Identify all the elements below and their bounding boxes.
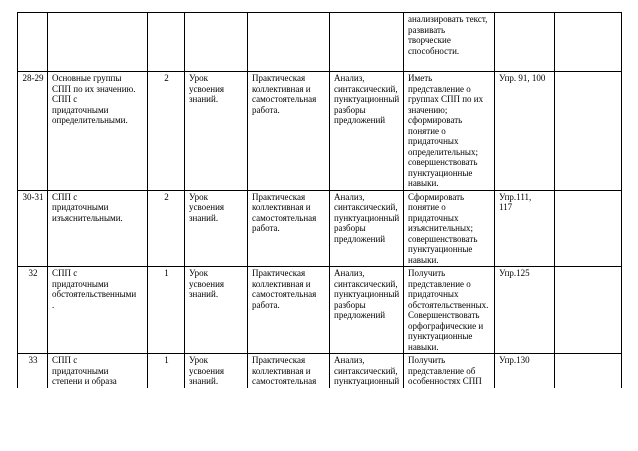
hours-cell — [148, 13, 185, 72]
analysis-cell — [330, 13, 404, 72]
cell-text-line: группах СПП по их — [408, 94, 484, 104]
analysis-cell — [330, 190, 404, 267]
cell-text-line: предложений — [334, 233, 386, 244]
cell-text-line: СПП с — [52, 191, 78, 202]
cell-text-line: определительными. — [52, 115, 128, 125]
cell-text-line: знаний. — [189, 94, 219, 104]
analysis-cell — [330, 72, 404, 191]
lesson-number-cell — [18, 72, 48, 191]
extra-cell — [555, 190, 622, 267]
cell-text-line: Практическая — [252, 268, 306, 278]
table-row — [18, 267, 622, 354]
cell-text-line: Сформировать — [408, 191, 465, 202]
cell-text-line: коллективная и — [252, 202, 311, 212]
lesson-type-cell — [185, 190, 248, 267]
cell-text-line: СПП с — [52, 355, 78, 365]
hours-cell — [148, 354, 185, 389]
cell-text-line: Урок — [189, 268, 208, 278]
cell-text-line: 117 — [499, 202, 513, 212]
cell-text: 1 — [164, 355, 169, 365]
cell-text-line: определительных; — [408, 146, 478, 157]
cell-text-line: сформировать — [408, 115, 463, 125]
cell-text: 1 — [164, 268, 169, 278]
cell-text-line: представление о — [408, 83, 471, 94]
cell-text-line: придаточными — [52, 278, 109, 289]
table-row — [18, 190, 622, 267]
lesson-plan-table — [17, 12, 622, 388]
table-row — [18, 13, 622, 72]
cell-text-line: пунктуационные — [408, 167, 473, 178]
homework-cell — [495, 267, 555, 354]
cell-text-line: придаточными — [52, 365, 109, 376]
lesson-type-cell — [185, 267, 248, 354]
cell-text-line: совершенствовать — [408, 233, 478, 244]
goals-cell — [404, 267, 495, 354]
goals-cell — [404, 72, 495, 191]
cell-text-line: развивать — [408, 24, 446, 35]
analysis-cell — [330, 267, 404, 354]
work-form-cell — [248, 354, 330, 389]
hours-cell — [148, 72, 185, 191]
cell-text-line: пунктуационные — [408, 244, 473, 254]
table-row — [18, 354, 622, 389]
cell-text-line: предложений — [334, 310, 386, 320]
cell-text: 33 — [28, 355, 38, 365]
cell-text-line: обстоятельственными — [52, 289, 137, 299]
cell-text-line: особенностях СПП — [408, 376, 482, 386]
cell-text-line: понятие о — [408, 202, 446, 212]
cell-text-line: синтаксический, — [334, 365, 398, 376]
extra-cell — [555, 354, 622, 389]
cell-text-line: Получить — [408, 268, 446, 278]
cell-text-line: самостоятельная — [252, 376, 317, 386]
goals-cell — [404, 190, 495, 267]
goals-cell — [404, 354, 495, 389]
extra-cell — [555, 72, 622, 191]
cell-text-line: Практическая — [252, 191, 306, 202]
cell-text-line: СПП по их значению. — [52, 83, 136, 94]
cell-text-line: степени и образа — [52, 376, 117, 386]
cell-text-line: работа. — [252, 223, 280, 233]
analysis-cell — [330, 354, 404, 389]
lesson-type-cell — [185, 354, 248, 389]
cell-text-line: Урок — [189, 73, 208, 83]
cell-text-line: Урок — [189, 191, 208, 202]
cell-text-line: разборы — [334, 223, 366, 233]
cell-text-line: обстоятельственных. — [408, 299, 489, 310]
cell-text-line: разборы — [334, 104, 366, 115]
cell-text-line: совершенствовать — [408, 157, 478, 167]
cell-text-line: Практическая — [252, 73, 306, 83]
cell-text-line: пунктуационный — [334, 376, 400, 386]
cell-text-line: Анализ, — [334, 191, 365, 202]
cell-text-line: Упр.125 — [499, 268, 530, 278]
cell-text-line: усвоения — [189, 83, 225, 94]
cell-text-line: придаточных — [408, 289, 459, 299]
cell-text-line: знаний. — [189, 376, 219, 386]
cell-text-line: СПП с — [52, 94, 78, 104]
lesson-number-cell — [18, 354, 48, 389]
cell-text-line: Упр.111, — [499, 191, 532, 202]
cell-text-line: придаточных — [408, 136, 459, 146]
homework-cell — [495, 354, 555, 389]
topic-cell — [48, 190, 148, 267]
lesson-number-cell — [18, 267, 48, 354]
cell-text-line: коллективная и — [252, 278, 311, 289]
cell-text-line: пунктуационные — [408, 331, 473, 341]
cell-text-line: Получить — [408, 355, 446, 365]
topic-cell — [48, 72, 148, 191]
cell-text-line: Практическая — [252, 355, 306, 365]
cell-text-line: изъяснительными. — [52, 212, 123, 223]
work-form-cell — [248, 13, 330, 72]
hours-cell — [148, 267, 185, 354]
cell-text-line: Упр.130 — [499, 355, 530, 365]
homework-cell — [495, 72, 555, 191]
cell-text-line: Упр. 91, 100 — [499, 73, 546, 83]
cell-text-line: коллективная и — [252, 365, 311, 376]
cell-text-line: . — [52, 299, 55, 310]
cell-text-line: Урок — [189, 355, 208, 365]
cell-text-line: придаточными — [52, 104, 109, 115]
hours-cell — [148, 190, 185, 267]
cell-text-line: представление о — [408, 278, 471, 289]
cell-text-line: коллективная и — [252, 83, 311, 94]
cell-text-line: навыки. — [408, 341, 439, 352]
cell-text-line: представление об — [408, 365, 476, 376]
cell-text-line: пунктуационный — [334, 289, 400, 299]
cell-text-line: самостоятельная — [252, 212, 317, 223]
topic-cell — [48, 13, 148, 72]
cell-text-line: Анализ, — [334, 73, 365, 83]
cell-text-line: самостоятельная — [252, 289, 317, 299]
cell-text-line: знаний. — [189, 212, 219, 223]
homework-cell — [495, 13, 555, 72]
extra-cell — [555, 267, 622, 354]
cell-text: 2 — [164, 73, 169, 83]
cell-text: 30-31 — [22, 191, 44, 202]
extra-cell — [555, 13, 622, 72]
lesson-type-cell — [185, 72, 248, 191]
cell-text-line: синтаксический, — [334, 83, 398, 94]
cell-text-line: усвоения — [189, 365, 225, 376]
cell-text-line: придаточных — [408, 212, 459, 223]
cell-text-line: понятие о — [408, 125, 446, 136]
lesson-number-cell — [18, 13, 48, 72]
cell-text-line: Совершенствовать — [408, 310, 480, 320]
lesson-number-cell — [18, 190, 48, 267]
cell-text-line: Анализ, — [334, 355, 365, 365]
table-row — [18, 72, 622, 191]
cell-text-line: пунктуационный — [334, 94, 400, 104]
cell-text-line: усвоения — [189, 202, 225, 212]
cell-text-line: анализировать текст, — [408, 14, 488, 24]
cell-text-line: изъяснительных; — [408, 223, 474, 233]
cell-text: 28-29 — [22, 73, 44, 83]
topic-cell — [48, 354, 148, 389]
lesson-type-cell — [185, 13, 248, 72]
cell-text-line: предложений — [334, 115, 386, 125]
cell-text-line: пунктуационный — [334, 212, 400, 223]
cell-text-line: значению; — [408, 104, 448, 115]
work-form-cell — [248, 190, 330, 267]
cell-text-line: разборы — [334, 299, 366, 310]
cell-text-line: знаний. — [189, 289, 219, 299]
topic-cell — [48, 267, 148, 354]
homework-cell — [495, 190, 555, 267]
cell-text-line: навыки. — [408, 254, 439, 265]
cell-text-line: навыки. — [408, 178, 439, 188]
cell-text-line: синтаксический, — [334, 202, 398, 212]
goals-cell — [404, 13, 495, 72]
cell-text-line: работа. — [252, 104, 280, 115]
cell-text-line: Основные группы — [52, 73, 122, 83]
cell-text-line: Анализ, — [334, 268, 365, 278]
cell-text-line: работа. — [252, 299, 280, 310]
cell-text-line: самостоятельная — [252, 94, 317, 104]
cell-text: 2 — [164, 191, 169, 202]
cell-text-line: придаточными — [52, 202, 109, 212]
cell-text-line: усвоения — [189, 278, 225, 289]
cell-text-line: Иметь — [408, 73, 433, 83]
cell-text-line: способности. — [408, 45, 460, 56]
cell-text: 32 — [28, 268, 38, 278]
cell-text-line: синтаксический, — [334, 278, 398, 289]
cell-text-line: СПП с — [52, 268, 78, 278]
work-form-cell — [248, 267, 330, 354]
work-form-cell — [248, 72, 330, 191]
cell-text-line: творческие — [408, 35, 451, 45]
cell-text-line: орфографические и — [408, 320, 484, 331]
